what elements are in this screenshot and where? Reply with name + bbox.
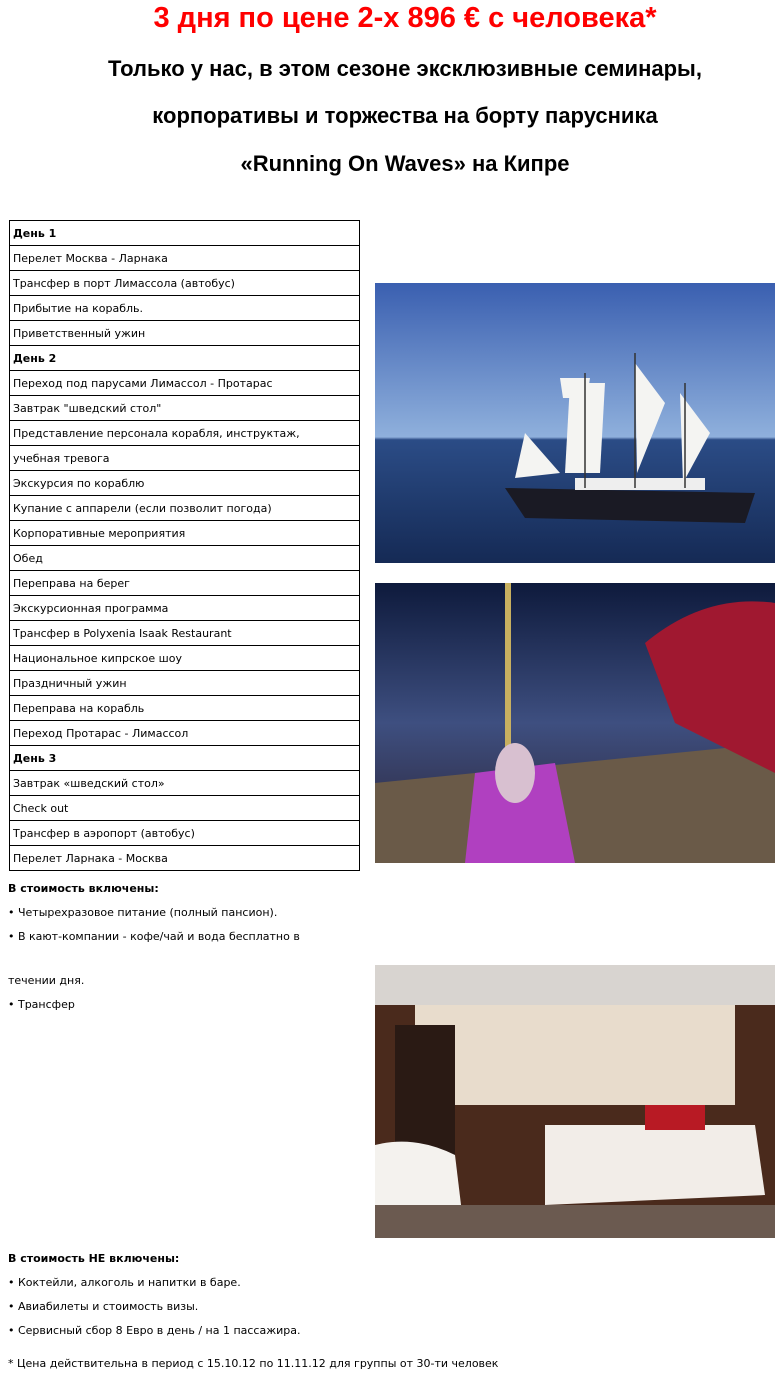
schedule-item: Завтрак «шведский стол»: [10, 771, 360, 796]
included-item: • В кают-компании - кофе/чай и вода бесплатно в: [8, 930, 300, 943]
not-included-item: • Авиабилеты и стоимость визы.: [8, 1300, 199, 1313]
table-row: [10, 771, 360, 796]
table-row: [10, 821, 360, 846]
cabin-interior-photo: [375, 965, 775, 1238]
table-row: [10, 221, 360, 246]
schedule-item: Перелет Москва - Ларнака: [10, 246, 360, 271]
schedule-item: Переправа на корабль: [10, 696, 360, 721]
subtitle-line-1: Только у нас, в этом сезоне эксклюзивные семинары,: [108, 56, 702, 81]
table-row: [10, 296, 360, 321]
schedule-item: Праздничный ужин: [10, 671, 360, 696]
table-row: [10, 696, 360, 721]
schedule-item: Купание с аппарели (если позволит погода): [10, 496, 360, 521]
table-row: [10, 246, 360, 271]
price-headline: 3 дня по цене 2-х 896 € с человека*: [153, 2, 657, 34]
not-included-item: • Коктейли, алкоголь и напитки в баре.: [8, 1276, 241, 1289]
schedule-item: Представление персонала корабля, инструктаж,: [10, 421, 360, 446]
table-row: [10, 796, 360, 821]
included-title: В стоимость включены:: [8, 882, 159, 895]
table-row: [10, 396, 360, 421]
schedule-item: Перелет Ларнака - Москва: [10, 846, 360, 871]
table-row: [10, 546, 360, 571]
footnote: * Цена действительна в период с 15.10.12 по 11.11.12 для группы от 30-ти человек: [8, 1357, 499, 1370]
table-row: [10, 571, 360, 596]
table-row: [10, 421, 360, 446]
schedule-item: Check out: [10, 796, 360, 821]
schedule-item: Переход под парусами Лимассол - Протарас: [10, 371, 360, 396]
schedule-item: Обед: [10, 546, 360, 571]
ship-deck-night-photo: [375, 583, 775, 863]
table-row: [10, 521, 360, 546]
table-row: [10, 271, 360, 296]
table-row: [10, 596, 360, 621]
included-item: • Четырехразовое питание (полный пансион).: [8, 906, 278, 919]
schedule-item: Трансфер в Polyxenia Isaak Restaurant: [10, 621, 360, 646]
day-heading: День 2: [10, 346, 360, 371]
subtitle-line-3: «Running On Waves» на Кипре: [240, 151, 570, 176]
not-included-item: • Сервисный сбор 8 Евро в день / на 1 пассажира.: [8, 1324, 301, 1337]
table-row: [10, 321, 360, 346]
schedule-item: Экскурсионная программа: [10, 596, 360, 621]
schedule-item: учебная тревога: [10, 446, 360, 471]
schedule-item: Корпоративные мероприятия: [10, 521, 360, 546]
schedule-item: Экскурсия по кораблю: [10, 471, 360, 496]
schedule-item: Переправа на берег: [10, 571, 360, 596]
schedule-item: Прибытие на корабль.: [10, 296, 360, 321]
table-row: [10, 371, 360, 396]
table-row: [10, 646, 360, 671]
schedule-item: Завтрак "шведский стол": [10, 396, 360, 421]
included-item: • Трансфер: [8, 998, 75, 1011]
table-row: [10, 671, 360, 696]
table-row: [10, 346, 360, 371]
table-row: [10, 621, 360, 646]
table-row: [10, 846, 360, 871]
day-heading: День 3: [10, 746, 360, 771]
schedule-item: Трансфер в порт Лимассола (автобус): [10, 271, 360, 296]
table-row: [10, 471, 360, 496]
day-heading: День 1: [10, 221, 360, 246]
schedule-item: Национальное кипрское шоу: [10, 646, 360, 671]
schedule-item: Переход Протарас - Лимассол: [10, 721, 360, 746]
table-row: [10, 721, 360, 746]
subtitle-line-2: корпоративы и торжества на борту парусника: [152, 103, 658, 128]
schedule-table: [9, 220, 360, 871]
table-row: [10, 746, 360, 771]
table-row: [10, 496, 360, 521]
table-row: [10, 446, 360, 471]
not-included-title: В стоимость НЕ включены:: [8, 1252, 180, 1265]
schedule-item: Приветственный ужин: [10, 321, 360, 346]
schedule-item: Трансфер в аэропорт (автобус): [10, 821, 360, 846]
sailing-ship-photo: [375, 283, 775, 563]
included-item: течении дня.: [8, 974, 85, 987]
